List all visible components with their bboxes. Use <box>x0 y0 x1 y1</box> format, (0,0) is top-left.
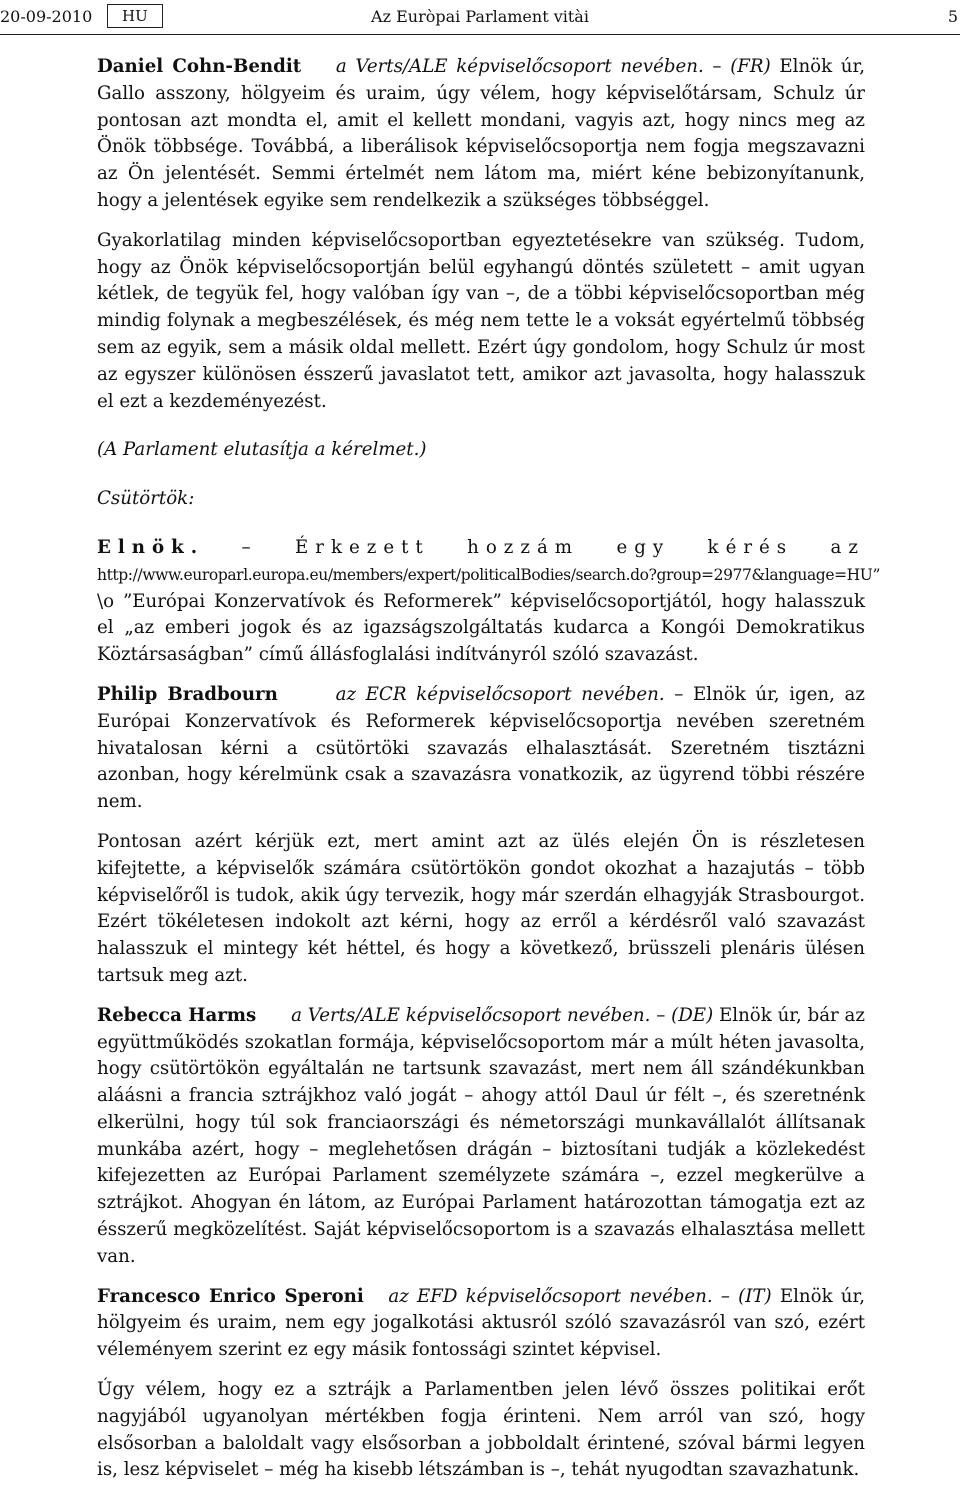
header-date: 20-09-2010 <box>0 7 93 26</box>
section-heading-thursday: Csütörtök: <box>97 488 195 510</box>
speech-harms <box>97 1003 865 1271</box>
paragraph: Pontosan azért kérjük ezt, mert amint azt az ülés elején Ön is részletesen kifejtette, a képviselők számára csütörtökön gondot okozhat a hazajutás – több képviselőről is tudok, akik úgy tervezik, hogy már szerdán elhagyják Strasbourgot. Ezért tökéletesen indokolt azt kérni, hogy az erről a kérdésről való szavazást halasszuk el mintegy két héttel, és hogy a következő, brüsszeli plenáris ülésen tartsuk meg azt. <box>97 830 865 986</box>
president-line <box>97 535 865 562</box>
page-header <box>0 0 960 35</box>
speech-cohn-bendit <box>97 54 865 215</box>
speech-text: – Érkezett hozzám egy kérés az <box>241 536 865 558</box>
speech-text: Elnök úr, bár az együttműködés szokatlan formája, képviselőcsoportom már a múlt héten javasolta, hogy csütörtökön egyáltalán ne tartsunk szavazást, mert nem áll szándékunkban aláásni a francia sztrájkhoz való jogát – ahogy attól Daul úr félt –, és szeretnénk elkerülni, hogy túl sok franciaországi és németországi munkavállalót állítsanak munkába azért, hogy – meglehetősen drágán – biztosítani tudják a közlekedést kifejezetten az Európai Parlament személyzete számára –, ezzel megkerülve a sztrájkot. Ahogyan én látom, az Európai Parlament határozottan támogatja ezt az ésszerű megközelítést. Saját képviselőcsoportom is a szavazás elhalasztása mellett van. <box>97 1004 865 1267</box>
speaker-role: a Verts/ALE képviselőcsoport nevében. <box>291 1004 651 1026</box>
speech-language: (IT) <box>738 1285 772 1307</box>
speech-text-continued: \o ”Európai Konzervatívok és Reformerek” képviselőcsoportjától, hogy halasszuk el „az emberi jogok és az igazságszolgáltatás kudarca a Kongói Demokratikus Köztársaságban” című állásfoglalási indítványról szóló szavazást. <box>97 590 865 666</box>
dash: – <box>650 1004 672 1026</box>
speaker-name: Elnök. <box>97 536 205 558</box>
header-title: Az Euròpai Parlament vitài <box>371 7 589 26</box>
paragraph: Gyakorlatilag minden képviselőcsoportban egyeztetésekre van szükség. Tudom, hogy az Önök képviselőcsoportján belül egyhangú döntés született – amit ugyan kétlek, de tegyük fel, hogy valóban így van –, de a többi képviselőcsoportban még mindig folynak a megbeszélések, és még nem tette le a voksát egyértelmű többség sem az egyik, sem a másik oldal mellett. Ezért úgy gondolom, hogy Schulz úr most az egyszer különösen ésszerű javaslatot tett, amikor azt javasolta, hogy halasszuk el ezt a kezdeményezést. <box>97 229 865 412</box>
dash: – <box>712 1285 739 1307</box>
speech-bradbourn <box>97 682 865 816</box>
speech-language: (DE) <box>671 1004 714 1026</box>
speaker-name: Francesco Enrico Speroni <box>97 1285 364 1307</box>
speech-text: Elnök úr, Gallo asszony, hölgyeim és uraim, úgy vélem, hogy képviselőtársam, Schulz úr pontosan azt mondta el, amit el kellett mondani, vagyis azt, hogy nincs meg az Önök többsége. Továbbá, a liberálisok képviselőcsoportja nem fogja megszavazni az Ön jelentését. Semmi értelmét nem látom ma, miért kéne bebizonyítanunk, hogy a jelentések egyike sem rendelkezik a szükséges többséggel. <box>97 56 865 211</box>
speech-language: (FR) <box>730 56 771 77</box>
language-badge: HU <box>107 4 163 28</box>
paragraph: Úgy vélem, hogy ez a sztrájk a Parlamentben jelen lévő összes politikai erőt nagyjából ugyanolyan mértékben fogja érinteni. Nem arról van szó, hogy elsősorban a baloldalt vagy elsősorban a jobboldalt érintené, szóval bármi legyen is, lesz képviselet – még ha kisebb létszámban is –, tehát nyugodtan szavazhatunk. <box>97 1379 865 1481</box>
speech-text: Elnök úr, hölgyeim és uraim, nem egy jogalkotási aktusról szóló szavazásról van szó, ezért véleményem szerint ez egy másik fontossági szintet képvisel. <box>97 1285 865 1361</box>
speaker-role: az EFD képviselőcsoport nevében. <box>388 1285 713 1307</box>
speech-speroni <box>97 1284 865 1364</box>
parliament-note: (A Parlament elutasítja a kérelmet.) <box>97 439 427 461</box>
speaker-role: az ECR képviselőcsoport nevében. <box>335 683 665 705</box>
reference-url: http://www.europarl.europa.eu/members/expert/politicalBodies/search.do?group=2977&language=HU” <box>97 565 880 584</box>
speaker-role: a Verts/ALE képviselőcsoport nevében. <box>335 56 704 77</box>
dash: – <box>703 56 731 77</box>
speaker-name: Rebecca Harms <box>97 1004 257 1026</box>
speech-text: – Elnök úr, igen, az Európai Konzervatívok és Reformerek képviselőcsoportja nevében szeretném hivatalosan kérni a csütörtöki szavazás elhalasztását. Szeretném tisztázni azonban, hogy kérelmünk csak a szavazásra vonatkozik, az ügyrend többi részére nem. <box>97 683 865 813</box>
speaker-name: Philip Bradbourn <box>97 683 278 705</box>
page-number: 5 <box>947 7 958 26</box>
president-statement <box>97 535 880 669</box>
speaker-name: Daniel Cohn-Bendit <box>97 56 302 77</box>
document-body <box>97 54 880 1497</box>
